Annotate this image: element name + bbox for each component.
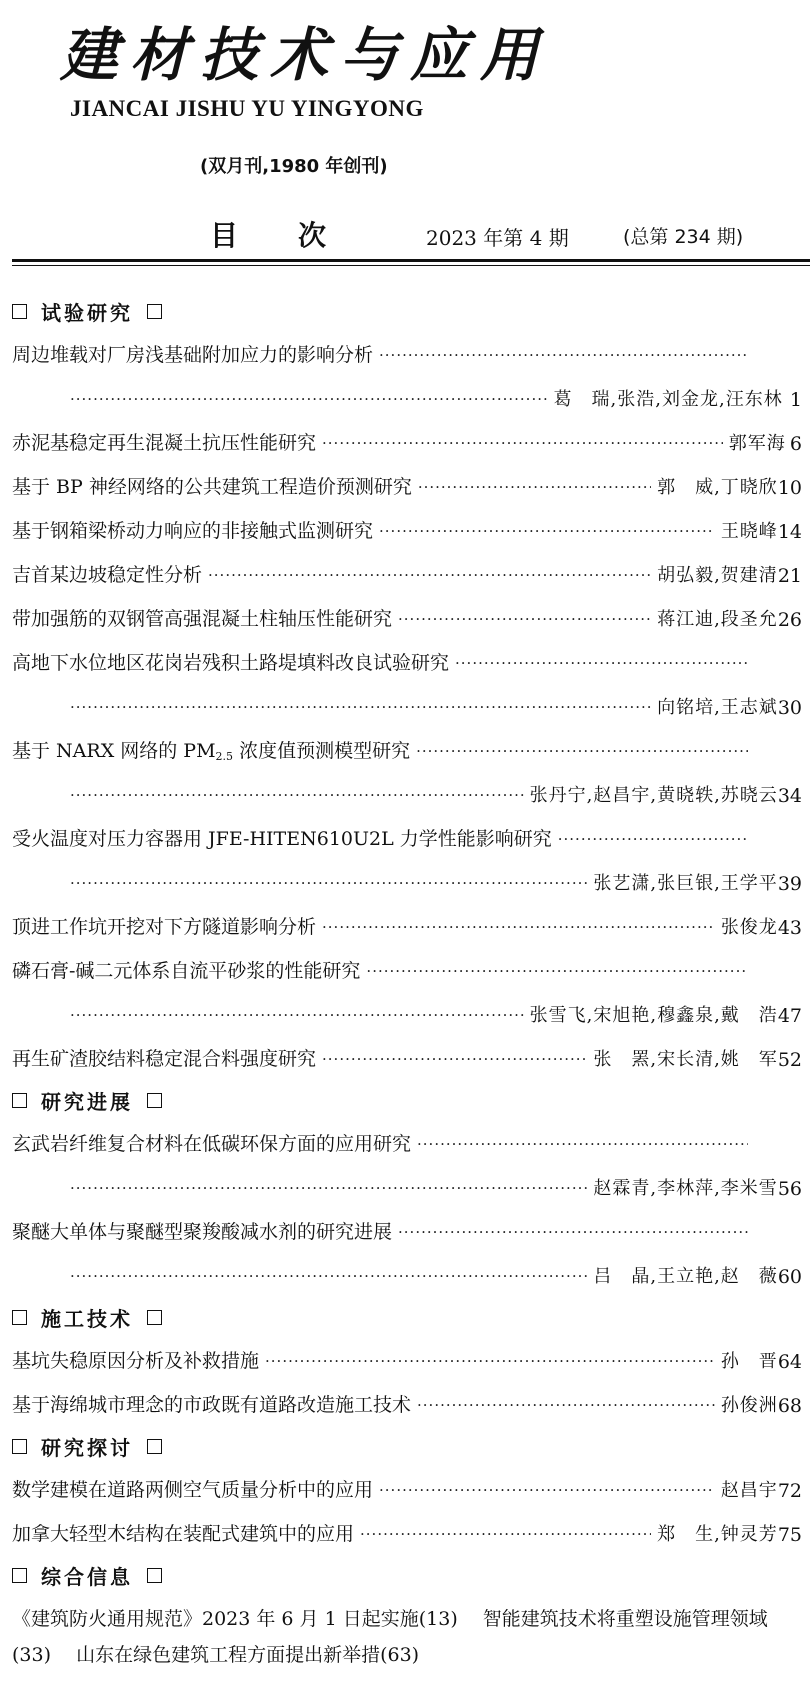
toc-entry[interactable] — [12, 1218, 802, 1244]
article-authors: 张艺潇,张巨银,王学平 — [593, 873, 778, 894]
toc-entry[interactable] — [12, 737, 802, 763]
article-title[interactable]: 数学建模在道路两侧空气质量分析中的应用 — [12, 1479, 374, 1501]
toc-entry[interactable] — [12, 1391, 802, 1417]
leader-dots — [360, 1527, 651, 1542]
article-authors: 赵霖青,李林萍,李米雪 — [593, 1178, 778, 1199]
section-label: 施工技术 — [41, 1306, 133, 1331]
article-authors: 郑 生,钟灵芳 — [657, 1524, 778, 1545]
article-page[interactable]: 72 — [777, 1480, 802, 1502]
section-header-experimental-research — [12, 300, 802, 325]
section-box-left — [12, 1568, 27, 1583]
section-header-general-information — [12, 1564, 802, 1589]
article-page[interactable]: 21 — [777, 565, 802, 587]
leader-dots — [70, 1181, 587, 1196]
toc-entry[interactable] — [12, 341, 802, 367]
article-authors: 向铭培,王志斌 — [657, 697, 778, 718]
article-title[interactable]: 再生矿渣胶结料稳定混合料强度研究 — [12, 1048, 317, 1070]
toc-entry[interactable] — [12, 429, 802, 455]
section-box-right — [147, 1568, 162, 1583]
article-title[interactable]: 磷石膏-碱二元体系自流平砂浆的性能研究 — [12, 960, 361, 982]
leader-dots — [265, 1354, 715, 1369]
section-header-construction-technology — [12, 1306, 802, 1331]
article-page[interactable]: 68 — [777, 1395, 802, 1417]
leader-dots — [70, 700, 651, 715]
leader-dots — [379, 1483, 715, 1498]
article-authors: 王晓峰 — [720, 521, 778, 542]
leader-dots — [379, 524, 715, 539]
article-authors: 郭 威,丁晓欣 — [657, 477, 778, 498]
article-title[interactable]: 高地下水位地区花岗岩残积土路堤填料改良试验研究 — [12, 652, 450, 674]
article-title-subscript: 2.5 — [215, 750, 234, 763]
article-page[interactable]: 52 — [777, 1049, 802, 1071]
section-label: 研究探讨 — [41, 1435, 133, 1460]
section-box-right — [147, 1310, 162, 1325]
article-title[interactable]: 聚醚大单体与聚醚型聚羧酸减水剂的研究进展 — [12, 1221, 393, 1243]
section-label: 综合信息 — [41, 1564, 133, 1589]
leader-dots — [322, 1052, 587, 1067]
article-authors: 蒋江迪,段圣允 — [657, 609, 778, 630]
total-issue-number: (总第 234 期) — [623, 226, 744, 248]
toc-entry-continuation[interactable] — [12, 869, 802, 895]
leader-dots — [398, 612, 651, 627]
article-page[interactable]: 6 — [789, 433, 802, 455]
article-authors: 葛 瑞,张浩,刘金龙,汪东林 — [553, 389, 783, 410]
leader-dots — [366, 964, 748, 979]
article-page[interactable]: 75 — [777, 1524, 802, 1546]
article-page[interactable]: 39 — [777, 873, 802, 895]
article-authors: 张 罴,宋长清,姚 军 — [593, 1049, 778, 1070]
toc-entry[interactable] — [12, 1045, 802, 1071]
section-box-left — [12, 1093, 27, 1108]
article-page[interactable]: 30 — [777, 697, 802, 719]
article-title[interactable]: 基于钢箱梁桥动力响应的非接触式监测研究 — [12, 520, 374, 542]
toc-entry[interactable] — [12, 1130, 802, 1156]
journal-logo: 建材技术与应用 — [60, 21, 551, 89]
leader-dots — [70, 1008, 524, 1023]
article-page[interactable]: 26 — [777, 609, 802, 631]
leader-dots — [208, 568, 651, 583]
toc-entry[interactable] — [12, 605, 802, 631]
leader-dots — [322, 920, 715, 935]
article-authors: 张雪飞,宋旭艳,穆鑫泉,戴 浩 — [529, 1005, 778, 1026]
leader-dots — [455, 656, 748, 671]
article-title[interactable]: 带加强筋的双钢管高强混凝土柱轴压性能研究 — [12, 608, 393, 630]
toc-content — [12, 300, 802, 1673]
section-label: 试验研究 — [41, 300, 133, 325]
section-box-right — [147, 304, 162, 319]
leader-dots — [558, 832, 748, 847]
section-box-right — [147, 1093, 162, 1108]
article-authors: 张俊龙 — [720, 917, 778, 938]
article-title[interactable]: 加拿大轻型木结构在装配式建筑中的应用 — [12, 1523, 355, 1545]
toc-entry[interactable] — [12, 957, 802, 983]
toc-entry-continuation[interactable] — [12, 1001, 802, 1027]
article-authors: 孙俊洲 — [720, 1395, 778, 1416]
news-item[interactable]: 山东在绿色建筑工程方面提出新举措(63) — [76, 1644, 420, 1666]
toc-entry[interactable] — [12, 1347, 802, 1373]
toc-entry[interactable] — [12, 473, 802, 499]
article-authors: 郭军海 — [728, 433, 786, 454]
toc-entry-continuation[interactable] — [12, 1262, 802, 1288]
article-authors: 胡弘毅,贺建清 — [657, 565, 778, 586]
toc-entry[interactable] — [12, 517, 802, 543]
article-title[interactable]: 基于 BP 神经网络的公共建筑工程造价预测研究 — [12, 476, 412, 498]
issue-number: 2023 年第 4 期 — [426, 226, 569, 250]
article-authors: 孙 晋 — [720, 1351, 778, 1372]
article-title[interactable] — [12, 736, 410, 763]
leader-dots — [418, 480, 651, 495]
leader-dots — [417, 1137, 748, 1152]
leader-dots — [70, 788, 524, 803]
leader-dots — [322, 436, 723, 451]
article-page[interactable]: 64 — [777, 1351, 802, 1373]
news-item[interactable]: 《建筑防火通用规范》2023 年 6 月 1 日起实施(13) — [12, 1608, 458, 1630]
section-box-left — [12, 1439, 27, 1454]
article-authors: 赵昌宇 — [720, 1480, 778, 1501]
article-page[interactable]: 14 — [777, 521, 802, 543]
header-rule-thick — [12, 259, 810, 262]
article-title[interactable]: 受火温度对压力容器用 JFE-HITEN610U2L 力学性能影响研究 — [12, 828, 552, 850]
toc-entry[interactable] — [12, 1520, 802, 1546]
leader-dots — [416, 744, 748, 759]
section-box-left — [12, 1310, 27, 1325]
article-page[interactable]: 1 — [789, 389, 802, 411]
toc-entry[interactable] — [12, 913, 802, 939]
article-page[interactable]: 56 — [777, 1178, 802, 1200]
article-page[interactable]: 34 — [777, 785, 802, 807]
article-title[interactable]: 周边堆载对厂房浅基础附加应力的影响分析 — [12, 344, 374, 366]
news-item[interactable]: 智能建筑技术将重塑设施管理领域(33) — [12, 1608, 768, 1666]
article-title-part: 基于 NARX 网络的 PM — [12, 740, 216, 762]
article-title-part: 浓度值预测模型研究 — [233, 740, 411, 762]
article-title[interactable]: 赤泥基稳定再生混凝土抗压性能研究 — [12, 432, 317, 454]
toc-entry[interactable] — [12, 561, 802, 587]
article-title[interactable]: 吉首某边坡稳定性分析 — [12, 564, 203, 586]
leader-dots — [398, 1225, 748, 1240]
leader-dots — [70, 876, 587, 891]
publication-frequency: (双月刊,1980 年创刊) — [200, 156, 388, 177]
toc-entry[interactable] — [12, 649, 802, 675]
header-rule-thin — [12, 265, 810, 266]
leader-dots — [70, 1269, 587, 1284]
leader-dots — [70, 392, 548, 407]
toc-entry-continuation[interactable] — [12, 781, 802, 807]
article-title[interactable]: 基于海绵城市理念的市政既有道路改造施工技术 — [12, 1394, 412, 1416]
leader-dots — [417, 1398, 715, 1413]
toc-entry-continuation[interactable] — [12, 693, 802, 719]
article-page[interactable]: 10 — [777, 477, 802, 499]
toc-header — [0, 214, 810, 254]
section-header-research-discussion — [12, 1435, 802, 1460]
toc-entry-continuation[interactable] — [12, 385, 802, 411]
journal-pinyin-title: JIANCAI JISHU YU YINGYONG — [70, 96, 424, 121]
section-header-research-progress — [12, 1089, 802, 1114]
article-title[interactable]: 玄武岩纤维复合材料在低碳环保方面的应用研究 — [12, 1133, 412, 1155]
toc-entry-continuation[interactable] — [12, 1174, 802, 1200]
article-authors: 张丹宁,赵昌宇,黄晓轶,苏晓云 — [529, 785, 778, 806]
article-page[interactable]: 60 — [777, 1266, 802, 1288]
article-title[interactable]: 顶进工作坑开挖对下方隧道影响分析 — [12, 916, 317, 938]
article-title[interactable]: 基坑失稳原因分析及补救措施 — [12, 1350, 260, 1372]
article-page[interactable]: 43 — [777, 917, 802, 939]
leader-dots — [379, 348, 748, 363]
article-authors: 吕 晶,王立艳,赵 薇 — [593, 1266, 778, 1287]
toc-title: 目次 — [210, 219, 387, 252]
section-box-left — [12, 304, 27, 319]
toc-entry[interactable] — [12, 825, 802, 851]
news-items — [12, 1601, 802, 1673]
section-label: 研究进展 — [41, 1089, 133, 1114]
toc-entry[interactable] — [12, 1476, 802, 1502]
section-box-right — [147, 1439, 162, 1454]
article-page[interactable]: 47 — [777, 1005, 802, 1027]
